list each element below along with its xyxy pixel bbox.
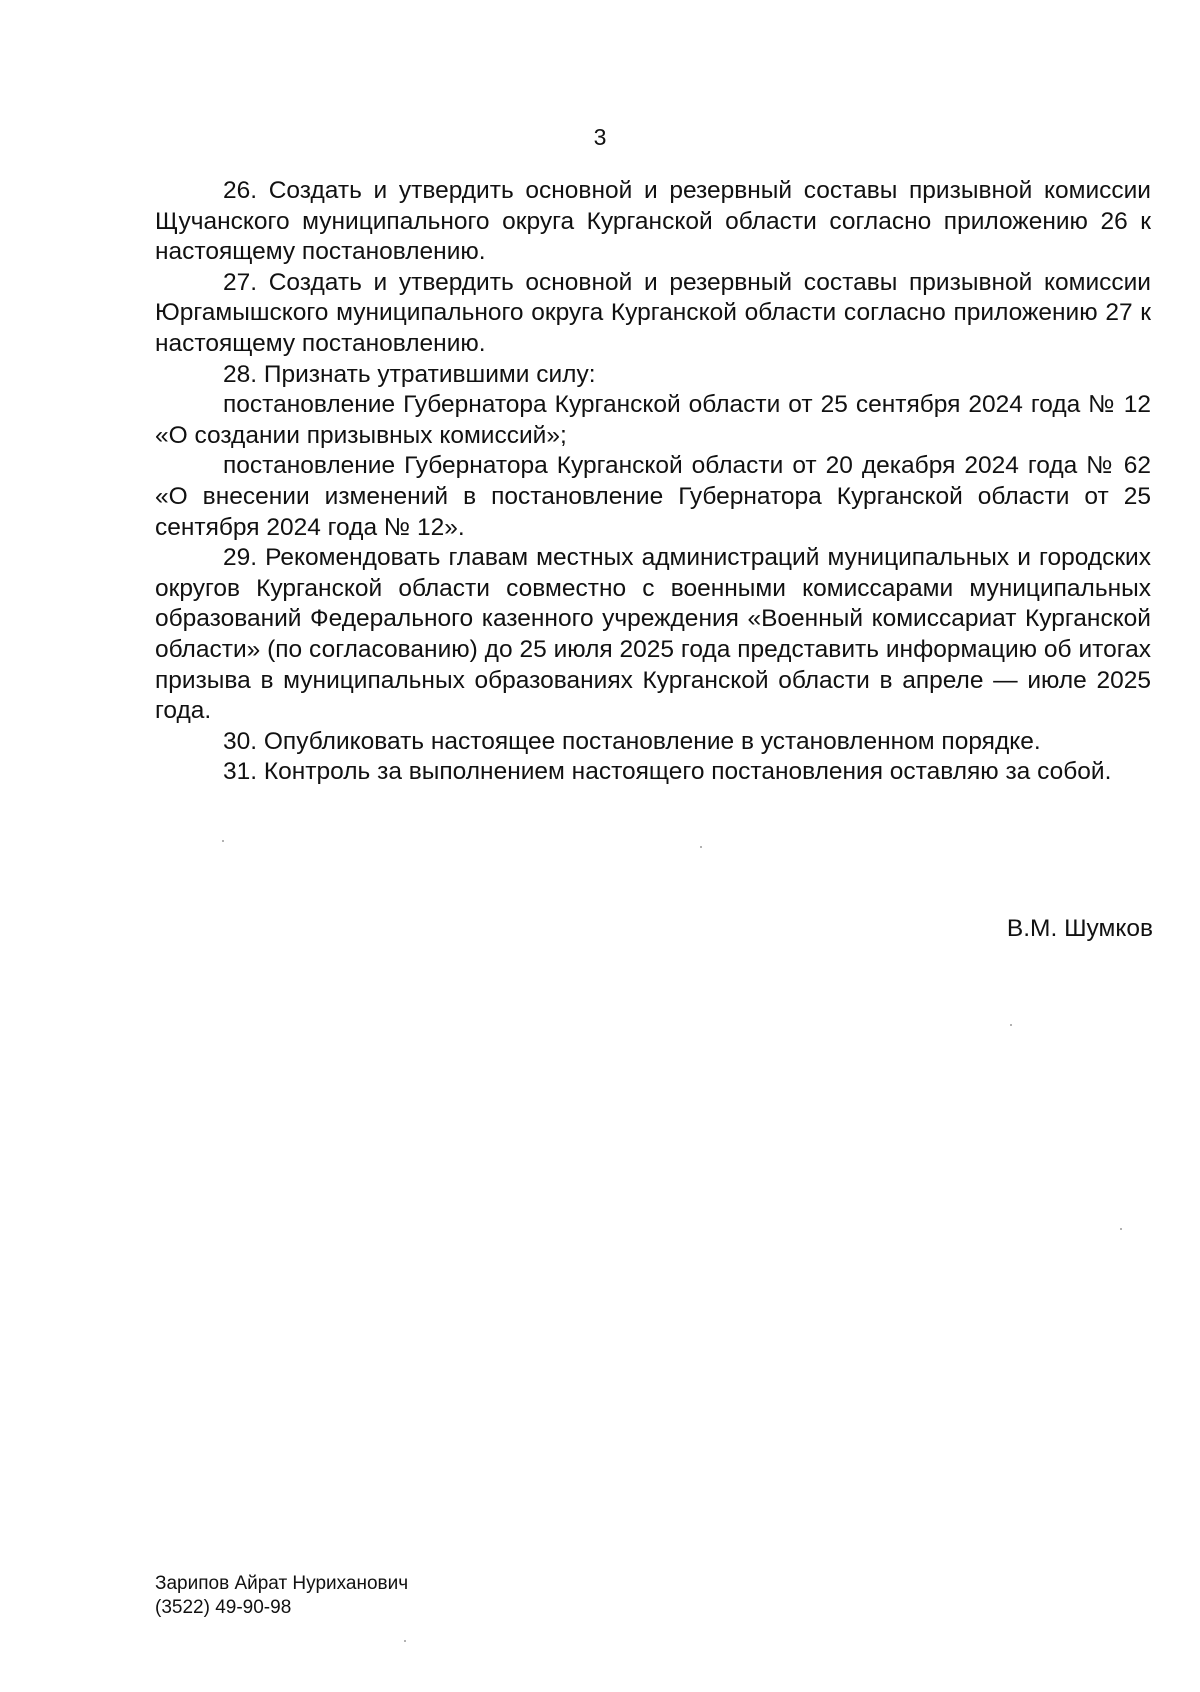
paragraph-28-item-1: постановление Губернатора Курганской области от 25 сентября 2024 года № 12 «О создании призывных комиссий»;	[155, 391, 1151, 449]
executor-name: Зарипов Айрат Нуриханович	[155, 1573, 409, 1594]
paragraph-28: 28. Признать утратившими силу:	[223, 360, 596, 388]
scan-speck	[222, 840, 224, 842]
document-body	[155, 176, 1151, 788]
paragraph-28-item-2: постановление Губернатора Курганской области от 20 декабря 2024 года № 62 «О внесении изменений в постановление Губернатора Курганской области от 25 сентября 2024 года № 12».	[155, 452, 1151, 541]
executor-block	[155, 1572, 408, 1620]
scan-speck	[1120, 1228, 1122, 1230]
paragraph-26: 26. Создать и утвердить основной и резервный составы призывной комиссии Щучанского муниципального округа Курганской области согласно приложению 26 к настоящему постановлению.	[155, 177, 1151, 266]
paragraph-30: 30. Опубликовать настоящее постановление в установленном порядке.	[223, 727, 1041, 755]
paragraph-29: 29. Рекомендовать главам местных администраций муниципальных и городских округов Курганской области совместно с военными комиссарами муниципальных образований Федерального казенного учреждения «Военный комиссариат Курганской области» (по согласованию) до 25 июля 2025 года представить информацию об итогах призыва в муниципальных образованиях Курганской области в апреле — июле 2025 года.	[155, 544, 1151, 725]
signature-name: В.М. Шумков	[1006, 915, 1153, 942]
scan-speck	[1010, 1024, 1012, 1026]
scan-speck	[404, 1640, 406, 1642]
page-number: 3	[593, 124, 607, 150]
paragraph-27: 27. Создать и утвердить основной и резервный составы призывной комиссии Юргамышского муниципального округа Курганской области согласно приложению 27 к настоящему постановлению.	[155, 268, 1151, 357]
executor-phone: (3522) 49-90-98	[155, 1597, 292, 1618]
paragraph-31: 31. Контроль за выполнением настоящего постановления оставляю за собой.	[223, 758, 1112, 786]
scan-speck	[700, 846, 702, 848]
